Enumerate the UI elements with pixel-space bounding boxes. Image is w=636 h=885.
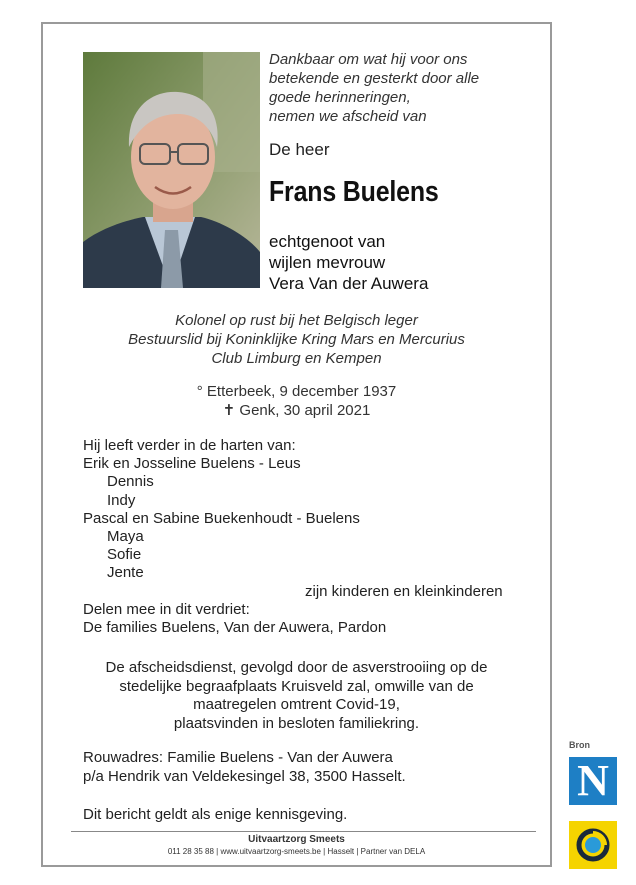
family-couple: Pascal en Sabine Buekenhoudt - Buelens	[83, 509, 360, 527]
service-line: stedelijke begraafplaats Kruisveld zal, omwille van de	[119, 677, 474, 695]
notice-text: Dit bericht geldt als enige kennisgeving.	[83, 806, 348, 823]
address-block	[83, 749, 523, 786]
family-relation: zijn kinderen en kleinkinderen	[305, 582, 503, 600]
spouse-line: wijlen mevrouw	[269, 253, 386, 272]
family-couple: Erik en Josseline Buelens - Leus	[83, 455, 301, 473]
families-list: De families Buelens, Van der Auwera, Pardon	[83, 619, 387, 637]
titles-block	[43, 311, 550, 368]
source-label: Bron	[569, 740, 590, 750]
service-line: plaatsvinden in besloten familiekring.	[173, 714, 420, 732]
funeral-home-info: 011 28 35 88 | www.uitvaartzorg-smeets.be | Hasselt | Partner van DELA	[167, 847, 426, 856]
obituary-card	[41, 22, 552, 867]
portrait-photo	[83, 52, 260, 288]
name-prefix: De heer	[269, 140, 330, 159]
news-logo-letter: N	[577, 756, 609, 805]
service-block	[43, 659, 550, 733]
grandchild-name: Indy	[107, 491, 136, 509]
address-line: Rouwadres: Familie Buelens - Van der Auwera	[83, 749, 393, 766]
funeral-home-footer	[43, 834, 550, 858]
dates-block	[43, 382, 550, 420]
partner-logo-icon[interactable]	[569, 821, 617, 869]
family-block	[83, 437, 523, 637]
funeral-home-name: Uitvaartzorg Smeets	[248, 834, 345, 845]
spouse-line: Vera Van der Auwera	[269, 274, 429, 293]
news-logo-n[interactable]	[569, 757, 617, 805]
intro-text	[269, 50, 539, 126]
title-line: Kolonel op rust bij het Belgisch leger	[175, 312, 418, 329]
grandchild-name: Jente	[107, 564, 144, 582]
grandchild-name: Sofie	[107, 546, 142, 564]
grandchild-name: Maya	[107, 528, 144, 546]
deceased-name: Frans Buelens	[269, 176, 439, 208]
intro-line: betekende en gesterkt door alle	[269, 70, 480, 87]
title-line: Bestuurslid bij Koninklijke Kring Mars en Mercurius	[128, 331, 465, 348]
death-date: ✝ Genk, 30 april 2021	[222, 402, 371, 419]
birth-date: ° Etterbeek, 9 december 1937	[196, 383, 397, 400]
intro-line: Dankbaar om wat hij voor ons	[269, 51, 468, 68]
intro-line: goede herinneringen,	[269, 89, 411, 106]
service-line: maatregelen omtrent Covid-19,	[193, 696, 400, 713]
spouse-line: echtgenoot van	[269, 232, 386, 251]
address-line: p/a Hendrik van Veldekesingel 38, 3500 Hasselt.	[83, 767, 406, 785]
share-heading: Delen mee in dit verdriet:	[83, 600, 250, 618]
service-line: De afscheidsdienst, gevolgd door de asverstrooiing op de	[105, 659, 488, 676]
spouse-block	[269, 231, 539, 294]
intro-line: nemen we afscheid van	[269, 108, 427, 125]
footer-divider	[71, 831, 536, 832]
grandchild-name: Dennis	[107, 473, 154, 491]
family-heading: Hij leeft verder in de harten van:	[83, 437, 296, 454]
title-line: Club Limburg en Kempen	[211, 350, 382, 367]
